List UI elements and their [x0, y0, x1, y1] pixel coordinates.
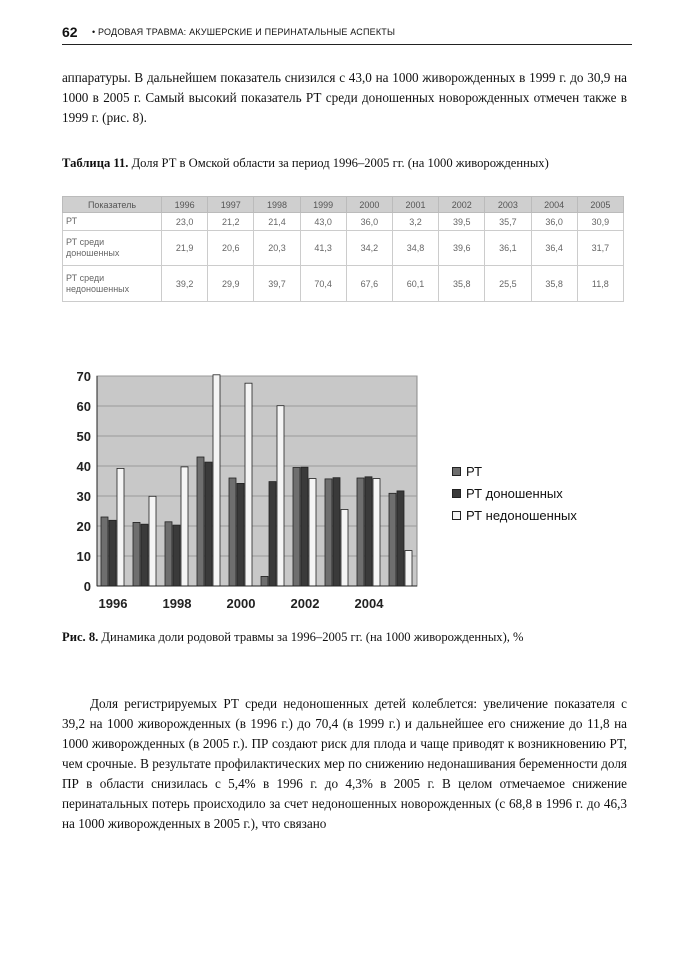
y-tick-label: 30 [76, 489, 91, 504]
intro-paragraph: аппаратуры. В дальнейшем показатель снизился с 43,0 на 1000 живорожденных в 1999 г. до 30,9 на 1000 в 2005 г. Самый высокий показатель РТ среди доношенных новорожденных отмечен также в 1999 г. (рис. 8). [62, 70, 627, 125]
y-tick-label: 70 [76, 369, 91, 384]
table-cell: 21,9 [162, 231, 208, 266]
bar [405, 551, 412, 586]
column-header: 2001 [392, 197, 438, 213]
column-header: 2004 [531, 197, 577, 213]
x-tick-label: 1996 [98, 596, 128, 611]
chart-legend [452, 460, 577, 526]
table-cell: 43,0 [300, 213, 346, 231]
bar [197, 457, 204, 586]
x-tick-label: 1998 [162, 596, 192, 611]
bar [133, 522, 140, 586]
column-header: 1996 [162, 197, 208, 213]
legend-item [452, 504, 577, 526]
y-tick-label: 40 [76, 459, 91, 474]
data-table [62, 196, 624, 302]
table-cell: 34,8 [392, 231, 438, 266]
column-header: 2002 [439, 197, 485, 213]
legend-label: РТ недоношенных [466, 507, 577, 523]
column-header: 1997 [208, 197, 254, 213]
table-cell: 39,2 [162, 266, 208, 302]
bar [181, 467, 188, 586]
bar [109, 520, 116, 586]
bar [373, 479, 380, 586]
legend-item [452, 482, 577, 504]
table-cell: 36,1 [485, 231, 531, 266]
table-cell: 39,7 [254, 266, 300, 302]
bar [357, 478, 364, 586]
table-cell: 30,9 [577, 213, 623, 231]
bar [213, 375, 220, 586]
column-header: 2000 [346, 197, 392, 213]
x-tick-label: 2002 [290, 596, 320, 611]
bar [397, 491, 404, 586]
table-cell: 29,9 [208, 266, 254, 302]
table-cell: 20,3 [254, 231, 300, 266]
bar [165, 522, 172, 586]
table-caption-label: Таблица 11. [62, 156, 129, 170]
row-label: РТ среди доношенных [63, 231, 162, 266]
table-header-row [63, 197, 624, 213]
table-cell: 3,2 [392, 213, 438, 231]
bar [269, 482, 276, 586]
column-header: Показатель [63, 197, 162, 213]
bar [293, 468, 300, 587]
table-cell: 11,8 [577, 266, 623, 302]
table-cell: 21,4 [254, 213, 300, 231]
table-cell: 35,7 [485, 213, 531, 231]
figure-caption-text: Динамика доли родовой травмы за 1996–2005 гг. (на 1000 живорожденных), % [98, 630, 524, 644]
table-cell: 36,4 [531, 231, 577, 266]
table-cell: 20,6 [208, 231, 254, 266]
table-cell: 35,8 [531, 266, 577, 302]
x-tick-label: 2000 [226, 596, 256, 611]
figure-caption-label: Рис. 8. [62, 630, 99, 644]
table-caption-text: Доля РТ в Омской области за период 1996–2005 гг. (на 1000 живорожденных) [128, 156, 549, 170]
row-label: РТ среди недоношенных [63, 266, 162, 302]
bar [101, 517, 108, 586]
table-cell: 23,0 [162, 213, 208, 231]
row-label: РТ [63, 213, 162, 231]
y-tick-label: 50 [76, 429, 91, 444]
page-number: 62 [62, 24, 78, 40]
legend-swatch [452, 489, 461, 498]
bar [229, 478, 236, 586]
bar [245, 383, 252, 586]
table-cell: 67,6 [346, 266, 392, 302]
table-cell: 36,0 [346, 213, 392, 231]
table-cell: 25,5 [485, 266, 531, 302]
y-tick-label: 10 [76, 549, 91, 564]
bar [389, 493, 396, 586]
bar [173, 525, 180, 586]
running-title: • РОДОВАЯ ТРАВМА: АКУШЕРСКИЕ И ПЕРИНАТАЛЬНЫЕ АСПЕКТЫ [92, 27, 396, 37]
table-row [63, 266, 624, 302]
running-header [62, 22, 632, 45]
table-cell: 60,1 [392, 266, 438, 302]
bar [341, 510, 348, 587]
bar [141, 524, 148, 586]
bar [117, 468, 124, 586]
x-tick-label: 2004 [354, 596, 384, 611]
table-cell: 35,8 [439, 266, 485, 302]
legend-swatch [452, 467, 461, 476]
table-row [63, 231, 624, 266]
column-header: 2005 [577, 197, 623, 213]
table-cell: 70,4 [300, 266, 346, 302]
table-row [63, 213, 624, 231]
y-tick-label: 60 [76, 399, 91, 414]
bar-chart [60, 366, 430, 620]
figure-caption [62, 628, 627, 646]
y-tick-label: 0 [83, 579, 91, 594]
bar [261, 576, 268, 586]
legend-swatch [452, 511, 461, 520]
column-header: 1998 [254, 197, 300, 213]
table-caption [62, 154, 627, 172]
bar [277, 406, 284, 586]
bar [325, 479, 332, 586]
table-cell: 31,7 [577, 231, 623, 266]
column-header: 2003 [485, 197, 531, 213]
legend-item [452, 460, 577, 482]
table-cell: 36,0 [531, 213, 577, 231]
bar [365, 477, 372, 586]
table-cell: 21,2 [208, 213, 254, 231]
table-cell: 39,5 [439, 213, 485, 231]
bar [309, 479, 316, 586]
bar [149, 496, 156, 586]
bar [237, 483, 244, 586]
bar [301, 467, 308, 586]
table-cell: 39,6 [439, 231, 485, 266]
body-paragraph: Доля регистрируемых РТ среди недоношенных детей колеблется: увеличение показателя с 39,2 на 1000 живорожденных (в 1996 г.) до 70,4 (в 1999 г.) и дальнейшее его снижение до 11,8 на 1000 живорожденных (в 2005 г.). ПР создают риск для плода и чаще приводят к возникновению РТ, чем срочные. В результате профилактических мер по снижению недонашивания беременности доля ПР в области снизилась с 5,4% в 1996 г. до 4,3% в 2005 г. В целом отмечаемое снижение перинатальных потерь происходило за счет недоношенных новорожденных (с 68,8 в 1996 г. до 46,3 на 1000 живорожденных в 2005 г.), что связано [62, 696, 627, 831]
legend-label: РТ [466, 463, 483, 479]
table-cell: 34,2 [346, 231, 392, 266]
bar [333, 478, 340, 586]
bar [205, 462, 212, 586]
legend-label: РТ доношенных [466, 485, 563, 501]
column-header: 1999 [300, 197, 346, 213]
y-tick-label: 20 [76, 519, 91, 534]
table-cell: 41,3 [300, 231, 346, 266]
